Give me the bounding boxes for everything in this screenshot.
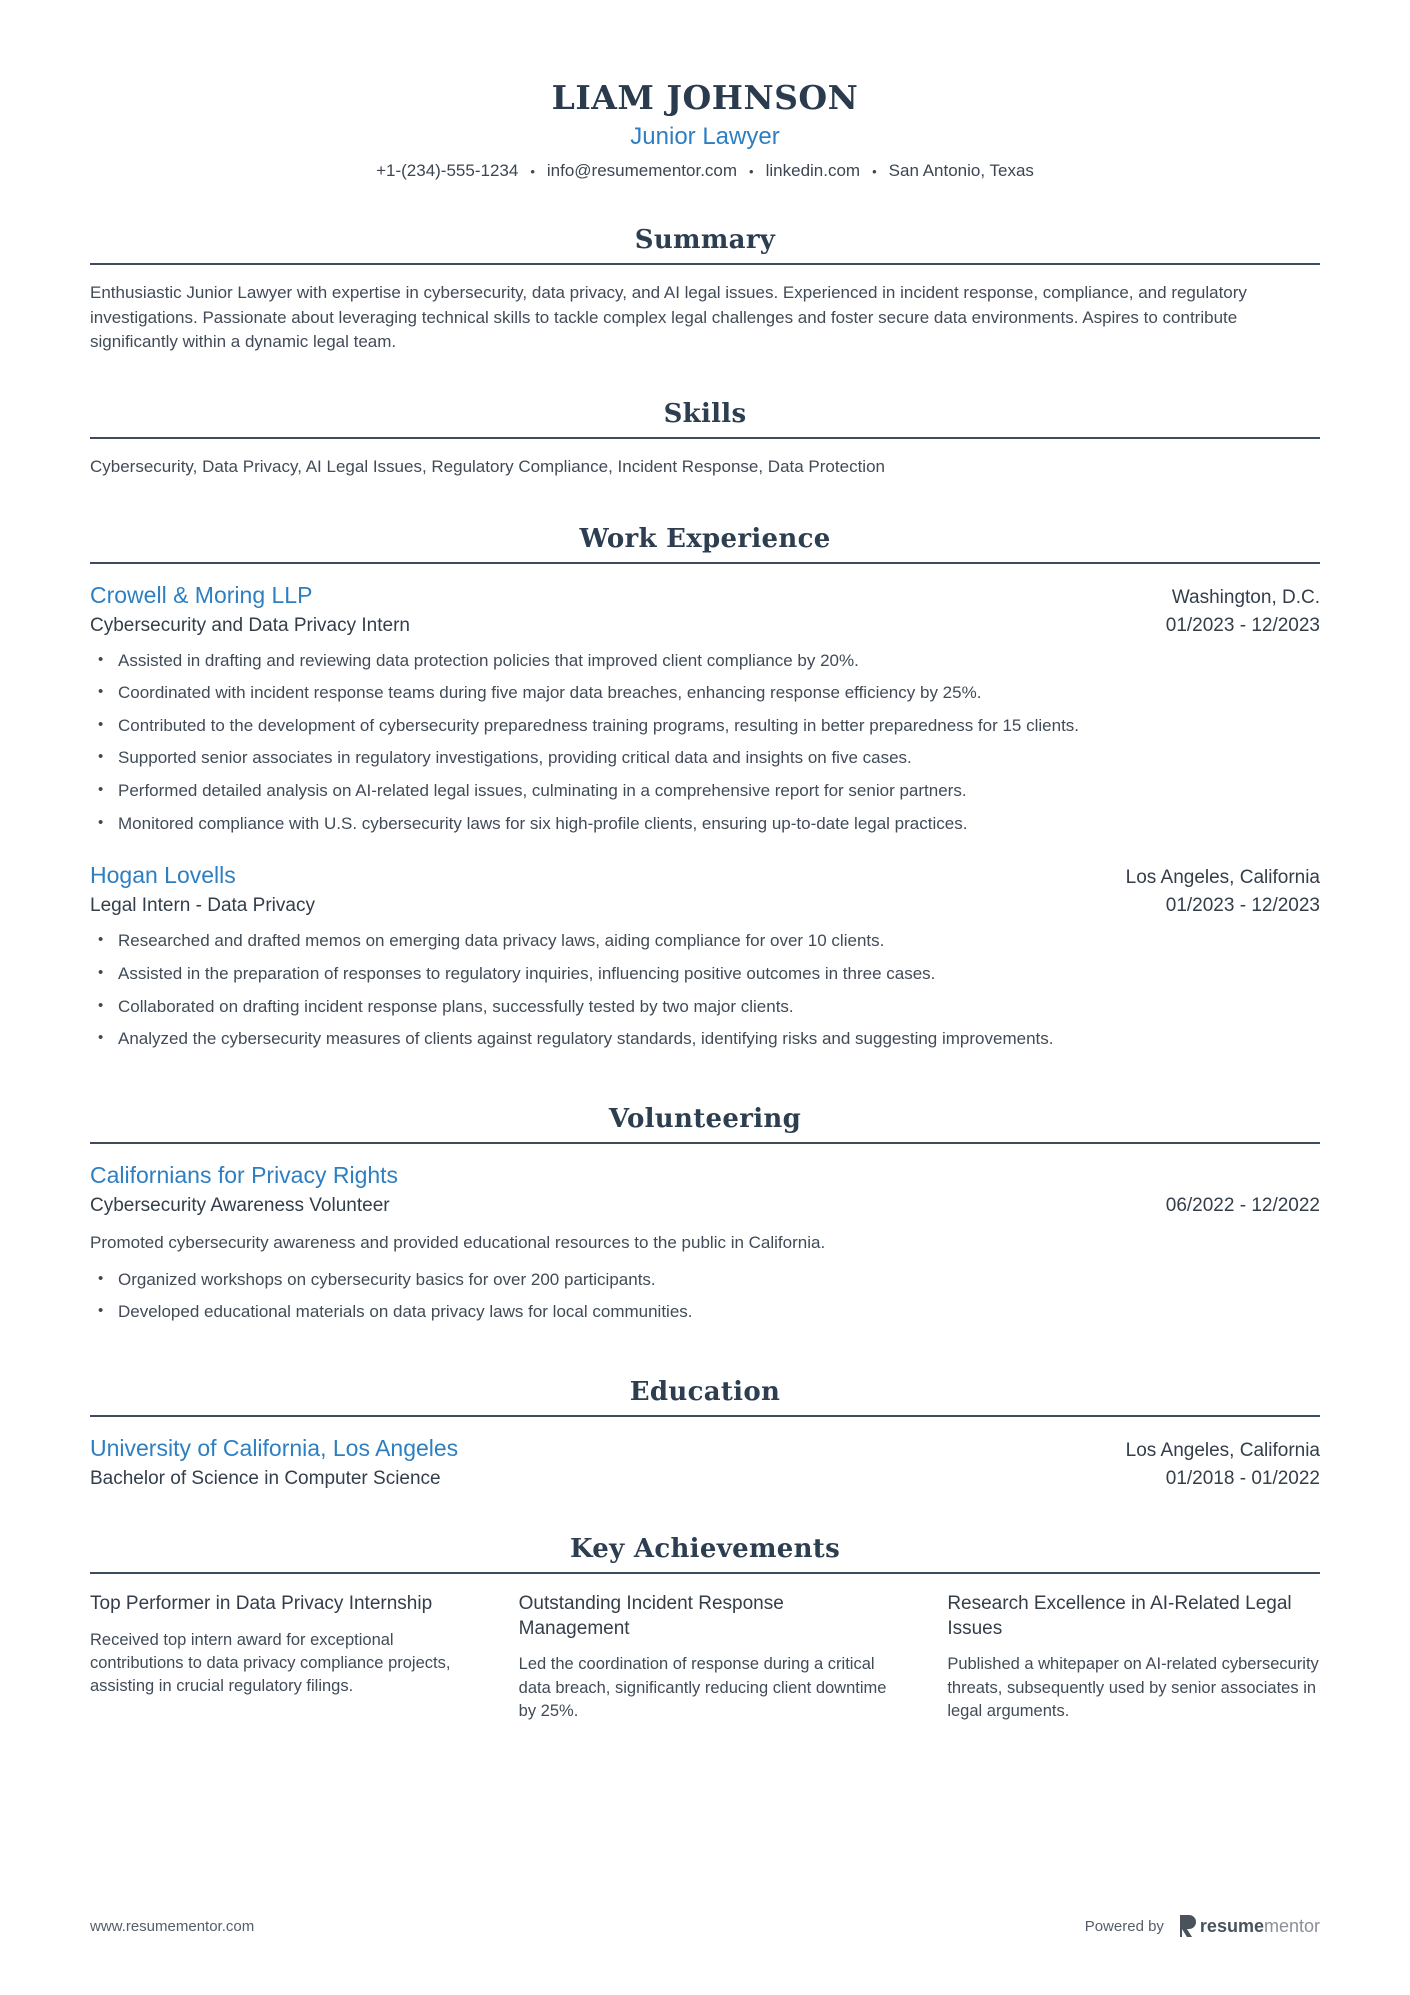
page-footer <box>90 1915 1320 1955</box>
skills-text: Cybersecurity, Data Privacy, AI Legal Issues, Regulatory Compliance, Incident Response, Data Protection <box>90 456 885 476</box>
section-summary <box>90 225 1320 355</box>
school-location: Los Angeles, California <box>1125 1439 1320 1461</box>
candidate-name: LIAM JOHNSON <box>551 78 859 117</box>
job-bullet: • Monitored compliance with U.S. cybersecurity laws for six high-profile clients, ensuring up-to-date legal practices. <box>90 812 1320 837</box>
contact-location: San Antonio, Texas <box>888 161 1034 180</box>
volunteer-org: Californians for Privacy Rights <box>90 1161 399 1188</box>
section-divider <box>90 1572 1320 1574</box>
section-key-achievements <box>90 1534 1320 1724</box>
resumementor-logo-icon <box>1178 1915 1196 1937</box>
job-bullet-list <box>90 929 1320 1052</box>
powered-by-block <box>1085 1915 1320 1937</box>
work-experience-heading: Work Experience <box>579 523 831 554</box>
job-bullet: • Assisted in drafting and reviewing data protection policies that improved client compliance by 20%. <box>90 649 1320 674</box>
section-work-experience <box>90 524 1320 1060</box>
section-divider <box>90 263 1320 265</box>
logo-text-bold: resume <box>1199 1915 1264 1936</box>
resumementor-logo <box>1178 1915 1320 1937</box>
section-volunteering <box>90 1104 1320 1333</box>
candidate-title: Junior Lawyer <box>630 123 780 150</box>
job-bullet: • Coordinated with incident response teams during five major data breaches, enhancing response efficiency by 25%. <box>90 681 1320 706</box>
achievement-text: Published a whitepaper on AI-related cybersecurity threats, subsequently used by senior associates in legal arguments. <box>947 1655 1319 1721</box>
education-heading: Education <box>629 1376 781 1407</box>
company-name: Hogan Lovells <box>90 862 236 889</box>
section-divider <box>90 1415 1320 1417</box>
section-skills <box>90 399 1320 480</box>
job-bullet: • Researched and drafted memos on emerging data privacy laws, aiding compliance for over 10 clients. <box>90 929 1320 954</box>
volunteer-bullet-list <box>90 1268 1320 1325</box>
job-bullet-list <box>90 649 1320 837</box>
job-location: Washington, D.C. <box>1171 586 1320 608</box>
company-name: Crowell & Moring LLP <box>90 581 313 608</box>
job-dates: 01/2023 - 12/2023 <box>1165 895 1320 917</box>
achievement-title: Outstanding Incident Response Management <box>518 1592 784 1639</box>
footer-website: www.resumementor.com <box>90 1917 255 1935</box>
job-bullet: • Performed detailed analysis on AI-related legal issues, culminating in a comprehensive report for senior partners. <box>90 779 1320 804</box>
job-bullet: • Collaborated on drafting incident response plans, successfully tested by two major clients. <box>90 995 1320 1020</box>
volunteering-heading: Volunteering <box>608 1103 802 1134</box>
education-dates: 01/2018 - 01/2022 <box>1165 1467 1320 1489</box>
section-education <box>90 1377 1320 1490</box>
achievements-grid <box>90 1592 1320 1724</box>
volunteer-dates: 06/2022 - 12/2022 <box>1165 1194 1320 1216</box>
achievement-title: Top Performer in Data Privacy Internship <box>90 1592 433 1614</box>
education-entry <box>90 1435 1320 1490</box>
job-location: Los Angeles, California <box>1125 867 1320 889</box>
contact-linkedin: linkedin.com <box>765 161 861 180</box>
contact-separator: • <box>872 163 877 179</box>
key-achievements-heading: Key Achievements <box>569 1533 841 1564</box>
volunteer-bullet: • Developed educational materials on data privacy laws for local communities. <box>90 1300 1320 1325</box>
contact-email: info@resumementor.com <box>546 161 738 180</box>
summary-text: Enthusiastic Junior Lawyer with expertise in cybersecurity, data privacy, and AI legal issues. Experienced in incident response, compliance, and regulatory investigations. Passionate about leveraging technical skills to tackle complex legal challenges and foster secure data environments. Aspires to contribute significantly within a dynamic legal team. <box>90 283 1247 352</box>
contact-line <box>90 161 1320 181</box>
job-dates: 01/2023 - 12/2023 <box>1165 614 1320 636</box>
section-divider <box>90 437 1320 439</box>
contact-phone: +1-(234)-555-1234 <box>376 161 519 180</box>
job-bullet: • Contributed to the development of cybersecurity preparedness training programs, resulting in better preparedness for 15 clients. <box>90 714 1320 739</box>
summary-heading: Summary <box>634 225 776 255</box>
section-divider <box>90 562 1320 564</box>
volunteer-description: Promoted cybersecurity awareness and provided educational resources to the public in California. <box>90 1232 826 1252</box>
section-divider <box>90 1142 1320 1144</box>
job-entry <box>90 582 1320 837</box>
job-role: Cybersecurity and Data Privacy Intern <box>90 614 410 636</box>
achievement-text: Led the coordination of response during a critical data breach, significantly reducing client downtime by 25%. <box>518 1655 887 1721</box>
resume-header <box>90 78 1320 181</box>
job-bullet: • Supported senior associates in regulatory investigations, providing critical data and insights on five cases. <box>90 746 1320 771</box>
job-role: Legal Intern - Data Privacy <box>90 895 315 917</box>
school-name: University of California, Los Angeles <box>90 1434 459 1461</box>
achievement-card <box>519 1592 892 1724</box>
volunteering-entry <box>90 1162 1320 1325</box>
contact-separator: • <box>749 163 754 179</box>
logo-text-light: mentor <box>1263 1915 1320 1936</box>
volunteer-role: Cybersecurity Awareness Volunteer <box>90 1194 390 1216</box>
degree: Bachelor of Science in Computer Science <box>90 1467 441 1489</box>
powered-by-label: Powered by <box>1084 1917 1164 1935</box>
contact-separator: • <box>530 163 535 179</box>
skills-heading: Skills <box>663 398 747 429</box>
job-entry <box>90 862 1320 1052</box>
volunteer-bullet: • Organized workshops on cybersecurity basics for over 200 participants. <box>90 1268 1320 1293</box>
achievement-text: Received top intern award for exceptional contributions to data privacy compliance projects, assisting in crucial regulatory filings. <box>90 1630 451 1696</box>
achievement-title: Research Excellence in AI-Related Legal Issues <box>947 1592 1292 1639</box>
achievement-card <box>90 1592 463 1724</box>
achievement-card <box>947 1592 1320 1724</box>
job-bullet: • Assisted in the preparation of responses to regulatory inquiries, influencing positive outcomes in three cases. <box>90 962 1320 987</box>
job-bullet: • Analyzed the cybersecurity measures of clients against regulatory standards, identifying risks and suggesting improvements. <box>90 1027 1320 1052</box>
resumementor-logo-text <box>1200 1916 1320 1937</box>
